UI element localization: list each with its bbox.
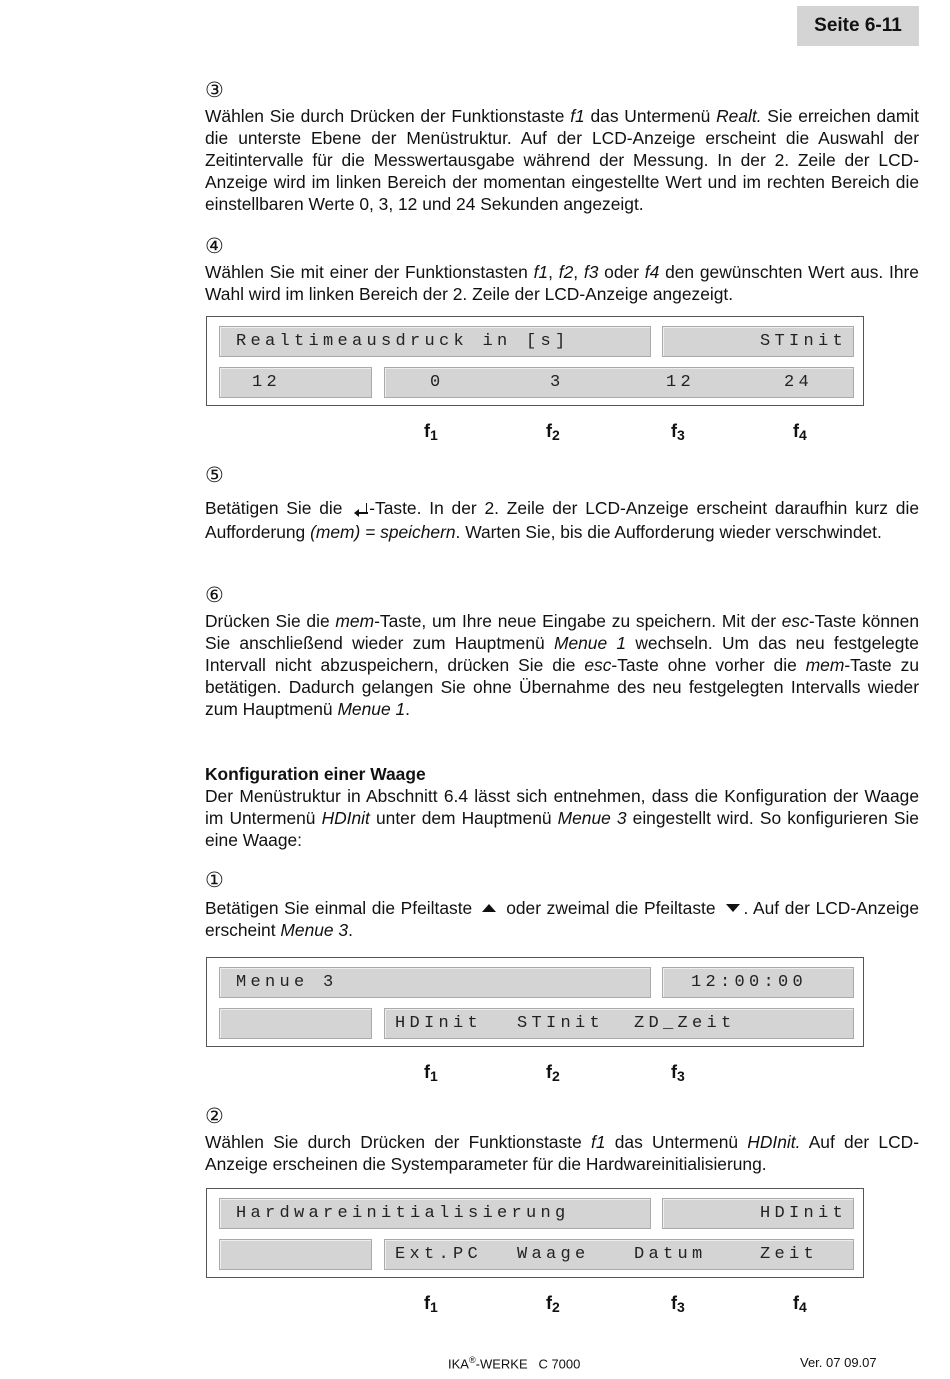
step-4-text: Wählen Sie mit einer der Funktionstasten f1, f2, f3 oder f4 den gewünschten Wert aus. Ihre Wahl wird im linken Bereich der 2. Zeile der LCD-Anzeige angezeigt. (205, 262, 919, 304)
lcd-current-value: 12 (252, 373, 282, 392)
lcd-option: 24 (784, 373, 814, 392)
step-1-text: Betätigen Sie einmal die Pfeiltaste oder zweimal die Pfeiltaste . Auf der LCD-Anzeige erscheint Menue 3. (205, 898, 920, 940)
lcd-options-segment (384, 1239, 854, 1270)
lcd-title: Menue 3 (236, 973, 338, 992)
step-2-number: ② (205, 1105, 224, 1128)
lcd-value-segment (219, 367, 372, 398)
lcd-option: Datum (634, 1245, 707, 1264)
lcd-display-menue3 (206, 957, 864, 1047)
lcd-title-segment (219, 326, 651, 357)
arrow-up-icon (482, 904, 496, 912)
step-1-number: ① (205, 869, 224, 892)
lcd-time-segment (662, 967, 854, 998)
step-6-text: Drücken Sie die mem-Taste, um Ihre neue Eingabe zu speichern. Mit der esc-Taste können Sie anschließend wieder zum Hauptmenü Menue 1 wechseln. Um das neu festgelegte Intervall nicht abzuspeichern, drücken Sie die esc-Taste ohne vorher die mem-Taste zu betätigen. Dadurch gelangen Sie ohne Übernahme des neu festgelegten Intervalls wieder zum Hauptmenü Menue 1. (205, 611, 920, 719)
arrow-down-icon (726, 904, 740, 912)
step-4-number: ④ (205, 235, 224, 258)
lcd-value-segment (219, 1008, 372, 1039)
lcd-mode-segment (662, 326, 854, 357)
lcd-option: Ext.PC (395, 1245, 483, 1264)
lcd-options-segment (384, 1008, 854, 1039)
function-key-f3: $f_3$ (671, 1062, 685, 1084)
lcd-title-segment (219, 1198, 651, 1229)
lcd-mode: HDInit (759, 1204, 847, 1223)
lcd-option: 12 (666, 373, 696, 392)
lcd-title: Hardwareinitialisierung (236, 1204, 570, 1223)
lcd-mode-segment (662, 1198, 854, 1229)
lcd-display-hardware (206, 1188, 864, 1278)
step-3-text: Wählen Sie durch Drücken der Funktionstaste f1 das Untermenü Realt. Sie erreichen damit die unterste Ebene der Menüstruktur. Auf der LCD-Anzeige erscheint die Auswahl der Zeitintervalle für die Messwertausgabe während der Messung. In der 2. Zeile der LCD-Anzeige wird im linken Bereich der momentan eingestellte Wert und im rechten Bereich die einstellbaren Werte 0, 3, 12 und 24 Sekunden angezeigt. (205, 106, 919, 214)
lcd-option: 3 (550, 373, 565, 392)
function-key-f4: $f_4$ (793, 1293, 807, 1315)
step-5-number: ⑤ (205, 464, 224, 487)
lcd-option: HDInit (395, 1014, 483, 1033)
function-key-f3: $f_3$ (671, 421, 685, 443)
lcd-option: Zeit (760, 1245, 819, 1264)
function-key-f2: $f_2$ (546, 1293, 560, 1315)
lcd-display-realtime (206, 316, 864, 406)
lcd-title: Realtimeausdruck in [s] (236, 332, 570, 351)
lcd-options-segment (384, 367, 854, 398)
page-number-badge: Seite 6-11 (797, 6, 919, 46)
function-key-f2: $f_2$ (546, 1062, 560, 1084)
lcd-option: ZD_Zeit (634, 1014, 736, 1033)
lcd-value-segment (219, 1239, 372, 1270)
step-2-text: Wählen Sie durch Drücken der Funktionstaste f1 das Untermenü HDInit. Auf der LCD-Anzeige erscheinen die Systemparameter für die Hardwareinitialisierung. (205, 1132, 919, 1174)
step-3-number: ③ (205, 79, 224, 102)
lcd-time: 12:00:00 (691, 973, 808, 992)
lcd-title-segment (219, 967, 651, 998)
footer-brand: IKA®-WERKE C 7000 (448, 1355, 581, 1372)
lcd-option: STInit (517, 1014, 605, 1033)
lcd-option: Waage (517, 1245, 590, 1264)
function-key-f3: $f_3$ (671, 1293, 685, 1315)
function-key-f4: $f_4$ (793, 421, 807, 443)
function-key-f1: $f_1$ (424, 1062, 438, 1084)
enter-key-icon (354, 503, 368, 515)
function-key-f2: $f_2$ (546, 421, 560, 443)
section-heading: Konfiguration einer Waage (205, 764, 426, 784)
footer-version: Ver. 07 09.07 (800, 1355, 877, 1370)
lcd-option: 0 (430, 373, 445, 392)
lcd-mode: STInit (759, 332, 847, 351)
section-intro-text: Der Menüstruktur in Abschnitt 6.4 lässt sich entnehmen, dass die Konfiguration der Waage im Untermenü HDInit unter dem Hauptmenü Menue 3 eingestellt wird. So konfigurieren Sie eine Waage: (205, 786, 919, 850)
step-6-number: ⑥ (205, 584, 224, 607)
function-key-f1: $f_1$ (424, 1293, 438, 1315)
function-key-f1: $f_1$ (424, 421, 438, 443)
step-5-text: Betätigen Sie die -Taste. In der 2. Zeile der LCD-Anzeige erscheint daraufhin kurz die Aufforderung (mem) = speichern. Warten Sie, bis die Aufforderung wieder verschwindet. (205, 498, 920, 542)
